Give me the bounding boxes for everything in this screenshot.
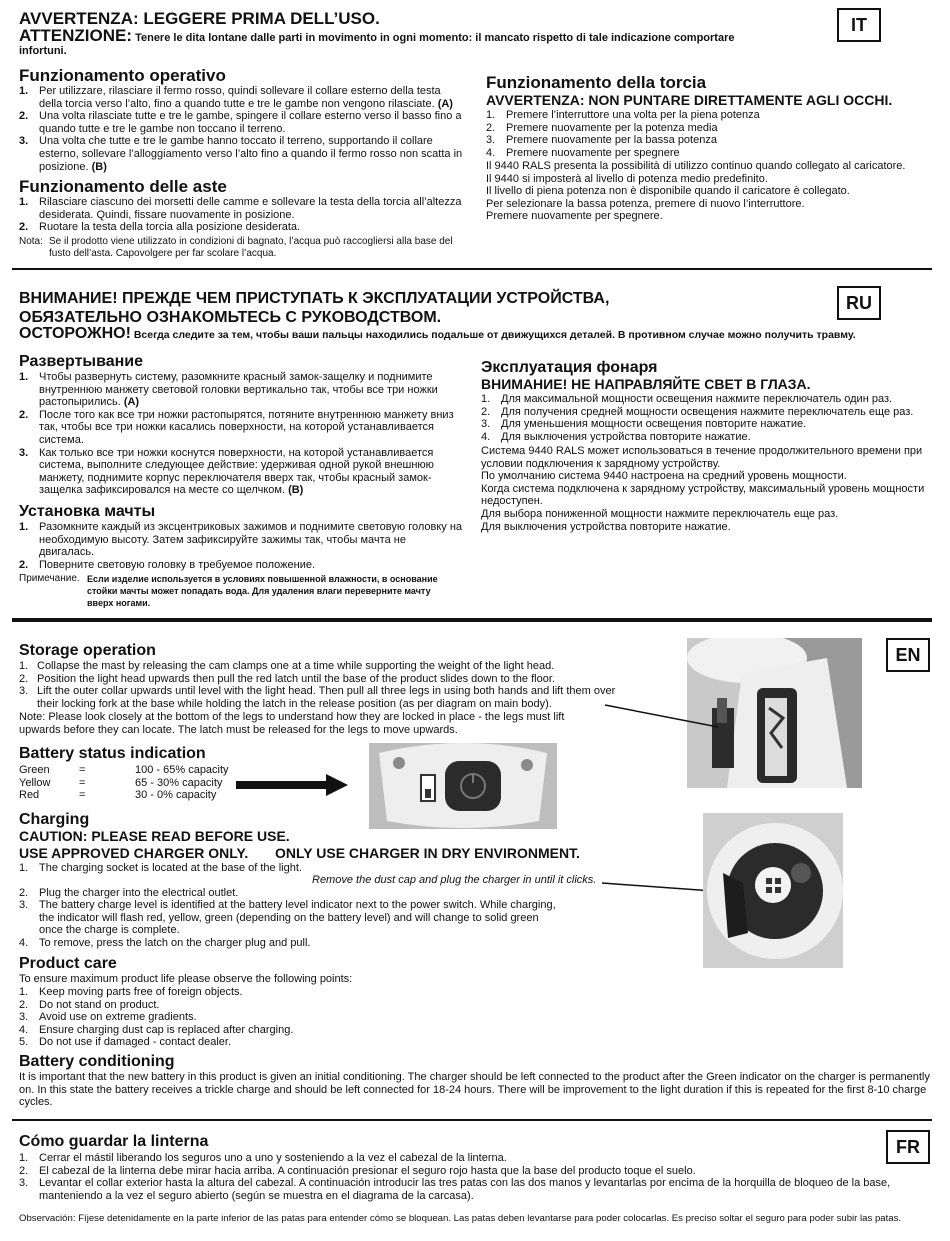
- list-item: 4. Ensure charging dust cap is replaced after charging.: [19, 1023, 294, 1036]
- ru-lamp-list: [481, 393, 941, 443]
- it-mast-list: [19, 196, 464, 234]
- lang-badge-it: IT: [837, 8, 881, 42]
- it-caution-label: ATTENZIONE:: [19, 26, 133, 45]
- list-item: 2. Поверните световую головку в требуемое положение.: [19, 558, 316, 571]
- list-item: 3. Una volta che tutte e tre le gambe hanno toccato il terreno, supportando il collare esterno, sollevare l’alloggiamento verso l’alto fino a quando il fermo rosso non scatta in posizione. (B): [19, 135, 463, 173]
- pointer-line: [600, 880, 715, 894]
- it-note: Nota: Se il prodotto viene utilizzato in condizioni di bagnato, l’acqua può raccogliersi alla base del fusto dell’asta. Capovolgere per far scolare l’acqua.: [19, 236, 453, 259]
- en-charging-title: Charging: [19, 811, 90, 828]
- list-item: 1. Rilasciare ciascuno dei morsetti delle camme e sollevare la testa della torcia all’altezza desiderata. Quindi, fissare nuovamente in posizione.: [19, 196, 462, 221]
- list-item: 1. Чтобы развернуть систему, разомкните красный замок-защелку и поднимите внутреннюю манжету световой головки вертикально так, чтобы все три ножки растопырились. (A): [19, 371, 438, 409]
- ru-lamp-warning: ВНИМАНИЕ! НЕ НАПРАВЛЯЙТЕ СВЕТ В ГЛАЗА.: [481, 376, 811, 392]
- ru-warning-line1: ВНИМАНИЕ! ПРЕЖДЕ ЧЕМ ПРИСТУПАТЬ К ЭКСПЛУАТАЦИИ УСТРОЙСТВА,: [19, 290, 610, 307]
- en-charging-callout: Remove the dust cap and plug the charger in until it clicks.: [312, 874, 597, 886]
- ru-deploy-title: Развертывание: [19, 353, 144, 370]
- ru-caution: ОСТОРОЖНО! Всегда следите за тем, чтобы ваши пальцы находились подальше от движущихся деталей. В противном случае можно получить травму.: [19, 325, 856, 342]
- pointer-line: [600, 700, 720, 730]
- fr-observation: Observación: Fíjese detenidamente en la parte inferior de las patas para entender cómo se bloquean. Las patas deben levantarse para poder colocarlas. Es preciso soltar el seguro para poder subir las patas.: [19, 1213, 902, 1224]
- battery-panel-photo: [369, 743, 557, 829]
- ru-mast-list: [19, 521, 464, 571]
- list-item: 3. Lift the outer collar upwards until level with the light head. Then pull all three legs in using both hands and lift them over their locking fork at the base while holding the latch in the release position (as per diagram on main body).: [19, 685, 616, 710]
- list-item: 4. Premere nuovamente per spegnere: [486, 146, 680, 159]
- list-item: 2. После того как все три ножки растопырятся, потяните внутреннюю манжету вниз так, чтобы все три ножки касались поверхности, на которой устанавливается система.: [19, 408, 454, 446]
- en-battery-title: Battery status indication: [19, 745, 206, 762]
- list-item: 2. Una volta rilasciate tutte e tre le gambe, spingere il collare esterno verso il basso fino a quando tutte e tre le gambe non toccano il terreno.: [19, 110, 462, 135]
- lang-badge-ru: RU: [837, 286, 881, 320]
- divider: [12, 618, 932, 622]
- list-item: 3. Avoid use on extreme gradients.: [19, 1011, 197, 1024]
- lang-badge-fr: FR: [886, 1130, 930, 1164]
- en-care-title: Product care: [19, 955, 117, 972]
- list-item: 2. Do not stand on product.: [19, 998, 160, 1011]
- fr-title: Cómo guardar la linterna: [19, 1133, 209, 1150]
- list-item: 1. Для максимальной мощности освещения нажмите переключатель один раз.: [481, 393, 893, 405]
- en-care-list: [19, 986, 519, 1049]
- it-op-title: Funzionamento operativo: [19, 66, 226, 85]
- charging-socket-photo: [703, 813, 843, 968]
- list-item: 4. Для выключения устройства повторите нажатие.: [481, 430, 751, 443]
- it-torch-list: [486, 109, 936, 159]
- en-cond-text: It is important that the new battery in this product is given an initial conditioning. The charger should be left connected to the product after the Green indicator on the charger is permanently on. In this state the battery receives a trickle charge and should be left connected for 18-24 hours. There will be improvement to the light duration if this is repeated for the first 8-10 charge cycles.: [19, 1071, 930, 1109]
- it-torch-lines: Il 9440 RALS presenta la possibilità di utilizzo continuo quando collegato al caricatore. Il 9440 si imposterà al livello di potenza medio predefinito. Il livello di piena potenza non è disponibile quando il caricatore è collegato. Per selezionare la bassa potenza, premere di nuovo l’interruttore. Premere nuovamente per spegnere.: [486, 160, 906, 223]
- en-charging-approved: USE APPROVED CHARGER ONLY.: [19, 845, 249, 861]
- list-item: 1. Collapse the mast by releasing the cam clamps one at a time while supporting the weight of the light head.: [19, 660, 555, 672]
- divider: [12, 268, 932, 270]
- it-op-list: [19, 85, 464, 173]
- it-torch-title: Funzionamento della torcia: [486, 73, 707, 92]
- list-item: 4. To remove, press the latch on the charger plug and pull.: [19, 936, 311, 949]
- en-storage-note: Note: Please look closely at the bottom of the legs to understand how they are locked in place - the legs must lift upwards before they can locate. The latch must be released for the legs to move upwards.: [19, 711, 565, 736]
- list-item: 3. Как только все три ножки коснутся поверхности, на которой устанавливается система, выполните следующее действие: удерживая одной рукой внешнюю манжету, поднимите корпус переключателя вверх так, чтобы красный замок-защелка зафиксировался на месте со щелчком. (B): [19, 446, 434, 497]
- en-cond-title: Battery conditioning: [19, 1053, 175, 1070]
- en-charging-caution: CAUTION: PLEASE READ BEFORE USE.: [19, 828, 290, 844]
- list-item: 1. Разомкните каждый из эксцентриковых зажимов и поднимите световую головку на необходимую высоту. Затем зафиксируйте зажимы так, чтобы мачта не двигалась.: [19, 521, 463, 559]
- ru-mast-title: Установка мачты: [19, 503, 156, 520]
- en-care-intro: To ensure maximum product life please observe the following points:: [19, 973, 353, 985]
- battery-row: Green = 100 - 65% capacity: [19, 764, 229, 776]
- list-item: 3. Для уменьшения мощности освещения повторите нажатие.: [481, 418, 807, 431]
- divider: [12, 1119, 932, 1121]
- it-warning-title: AVVERTENZA: LEGGERE PRIMA DELL’USO.: [19, 9, 380, 28]
- list-item: 1. Keep moving parts free of foreign objects.: [19, 986, 243, 998]
- list-item: 2. Ruotare la testa della torcia alla posizione desiderata.: [19, 221, 301, 234]
- lang-badge-en: EN: [886, 638, 930, 672]
- battery-row: Red = 30 - 0% capacity: [19, 789, 217, 802]
- en-charging-dry: ONLY USE CHARGER IN DRY ENVIRONMENT.: [275, 845, 580, 861]
- list-item: 3. The battery charge level is identified at the battery level indicator next to the power switch. While charging, the indicator will flash red, yellow, green (depending on the battery level) and will change to solid green once the charge is complete.: [19, 899, 556, 937]
- battery-row: Yellow = 65 - 30% capacity: [19, 776, 223, 789]
- list-item: 2. Для получения средней мощности освещения нажмите переключатель еще раз.: [481, 405, 914, 418]
- ru-lamp-lines: Система 9440 RALS может использоваться в течение продолжительного времени при условии подключения к зарядному устройству. По умолчанию система 9440 настроена на средний уровень мощности. Когда система подключена к зарядному устройству, максимальный уровень мощности недоступен. Для выбора пониженной мощности нажмите переключатель еще раз. Для выключения устройства повторите нажатие.: [481, 445, 925, 533]
- list-item: 2. Position the light head upwards then pull the red latch until the base of the product slides down to the floor.: [19, 672, 555, 685]
- list-item: 2. Plug the charger into the electrical outlet.: [19, 886, 239, 899]
- ru-warning-line2: ОБЯЗАТЕЛЬНО ОЗНАКОМЬТЕСЬ С РУКОВОДСТВОМ.: [19, 309, 442, 326]
- arrow-right-icon: [236, 774, 348, 796]
- it-mast-title: Funzionamento delle aste: [19, 177, 227, 196]
- en-storage-list: [19, 660, 619, 710]
- en-storage-title: Storage operation: [19, 642, 156, 659]
- list-item: 2. El cabezal de la linterna debe mirar hacia arriba. A continuación presionar el seguro rojo hasta que la base del producto toque el suelo.: [19, 1164, 696, 1177]
- ru-note: Примечание. Если изделие используется в условиях повышенной влажности, в основание стойки мачты может попадать вода. Для удаления влаги переверните мачту вверх ногами.: [19, 573, 438, 608]
- list-item: 1. The charging socket is located at the base of the light.: [19, 862, 302, 874]
- list-item: 3. Premere nuovamente per la bassa potenza: [486, 134, 717, 147]
- it-torch-warning: AVVERTENZA: NON PUNTARE DIRETTAMENTE AGLI OCCHI.: [486, 92, 893, 108]
- list-item: 1. Premere l’interruttore una volta per la piena potenza: [486, 109, 760, 121]
- list-item: 2. Premere nuovamente per la potenza media: [486, 121, 718, 134]
- ru-deploy-list: [19, 371, 464, 497]
- ru-lamp-title: Эксплуатация фонаря: [481, 359, 658, 376]
- list-item: 1. Per utilizzare, rilasciare il fermo rosso, quindi sollevare il collare esterno della testa della torcia verso l’alto, fino a quando tutte e tre le gambe non vengono rilasciate. (A): [19, 85, 453, 110]
- list-item: 3. Levantar el collar exterior hasta la altura del cabezal. A continuación introducir las tres patas con las dos manos y levantarlas por encima de la horquilla de bloqueo de la base, manteniendo a la vez el seguro abierto (según se muestra en el diagrama de la carcasa).: [19, 1177, 891, 1202]
- list-item: 5. Do not use if damaged - contact dealer.: [19, 1036, 232, 1049]
- it-caution-text: Tenere le dita lontane dalle parti in movimento in ogni momento: il mancato rispetto di tale indicazione comportare infortuni.: [19, 32, 735, 57]
- fr-list: [19, 1152, 899, 1202]
- list-item: 1. Cerrar el mástil liberando los seguros uno a uno y sosteniendo a la vez el cabezal de la linterna.: [19, 1152, 507, 1164]
- it-caution: [19, 26, 739, 57]
